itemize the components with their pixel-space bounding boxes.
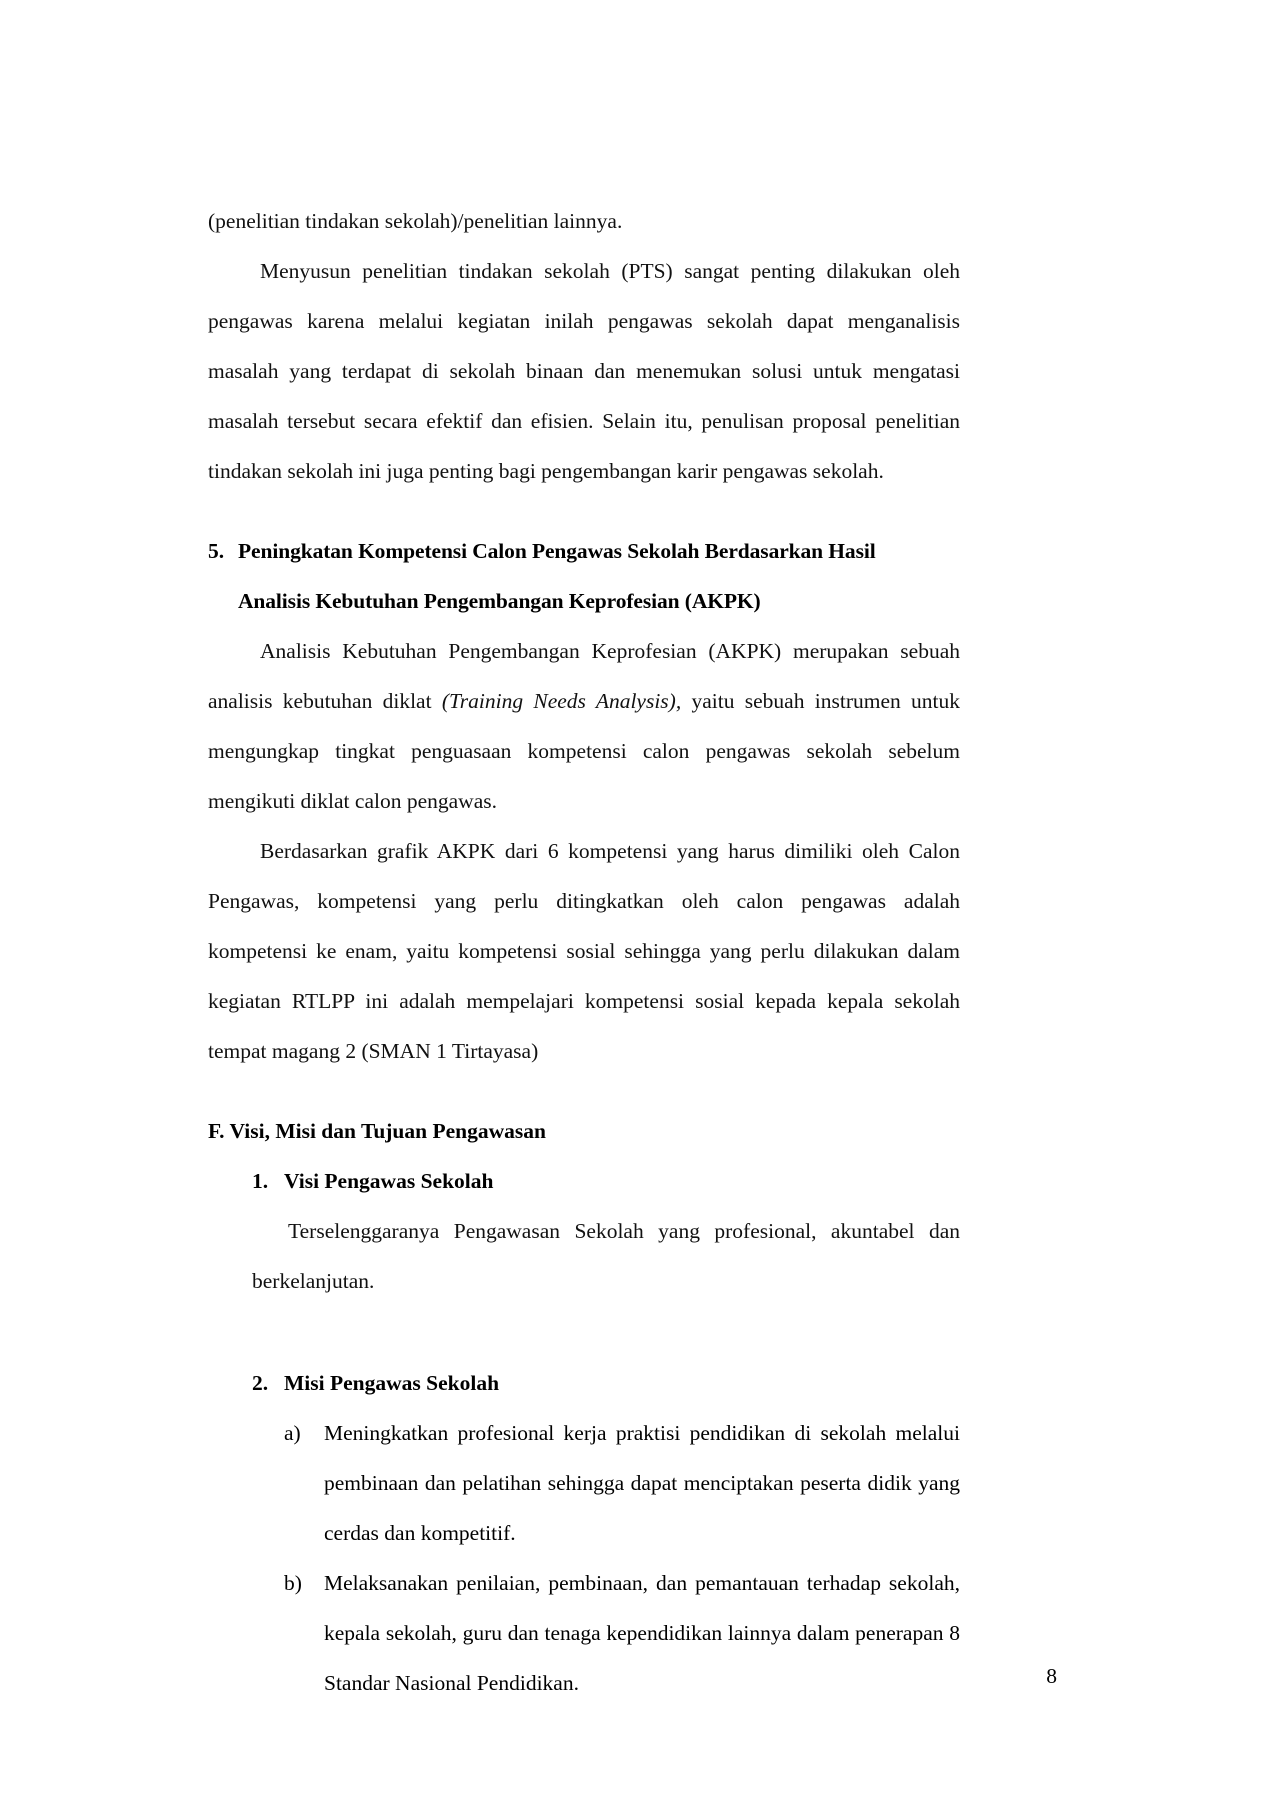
visi-body xyxy=(252,1206,960,1306)
list-item-text: Melaksanakan penilaian, pembinaan, dan pemantauan terhadap sekolah, kepala sekolah, guru dan tenaga kependidikan lainnya dalam penerapan 8 Standar Nasional Pendidikan. xyxy=(324,1571,960,1695)
akpk-paragraph-italic: (Training Needs Analysis), xyxy=(441,689,682,713)
heading-misi xyxy=(252,1358,960,1408)
carryover-line: (penelitian tindakan sekolah)/penelitian lainnya. xyxy=(208,209,623,233)
list-item xyxy=(284,1408,960,1558)
heading-visi xyxy=(252,1156,960,1206)
heading-section-f: F. Visi, Misi dan Tujuan Pengawasan xyxy=(208,1119,546,1143)
heading-section-5 xyxy=(208,526,960,626)
akpk-paragraph-part-1: Analisis Kebutuhan Pengembangan Keprofesian (AKPK) merupakan sebuah analisis kebutuhan diklat xyxy=(208,639,960,713)
spacer xyxy=(208,496,960,526)
pts-paragraph: Menyusun penelitian tindakan sekolah (PTS) sangat penting dilakukan oleh pengawas karena melalui kegiatan inilah pengawas sekolah dapat menganalisis masalah yang terdapat di sekolah binaan dan menemukan solusi untuk mengatasi masalah tersebut secara efektif dan efisien. Selain itu, penulisan proposal penelitian tindakan sekolah ini juga penting bagi pengembangan karir pengawas sekolah. xyxy=(208,259,960,483)
akpk-paragraph-part-2: yaitu sebuah instrumen untuk mengungkap tingkat penguasaan kompetensi calon pengawas sekolah sebelum mengikuti diklat calon pengawas. xyxy=(208,689,960,813)
grafik-paragraph: Berdasarkan grafik AKPK dari 6 kompetensi yang harus dimiliki oleh Calon Pengawas, kompetensi yang perlu ditingkatkan oleh calon pengawas adalah kompetensi ke enam, yaitu kompetensi sosial sehingga yang perlu dilakukan dalam kegiatan RTLPP ini adalah mempelajari kompetensi sosial kepada kepala sekolah tempat magang 2 (SMAN 1 Tirtayasa) xyxy=(208,839,960,1063)
heading-misi-marker: 2. xyxy=(252,1371,269,1395)
heading-section-5-line-2: Analisis Kebutuhan Pengembangan Keprofesian (AKPK) xyxy=(238,589,761,613)
list-item-marker: b) xyxy=(284,1571,302,1595)
heading-section-5-text xyxy=(238,526,960,626)
page-number: 8 xyxy=(1046,1664,1057,1688)
list-item-marker: a) xyxy=(284,1421,301,1445)
spacer xyxy=(208,1306,960,1358)
heading-visi-marker: 1. xyxy=(252,1169,269,1193)
heading-section-5-marker: 5. xyxy=(208,539,225,563)
spacer xyxy=(208,1076,960,1106)
heading-misi-text: Misi Pengawas Sekolah xyxy=(284,1371,500,1395)
heading-visi-text: Visi Pengawas Sekolah xyxy=(284,1169,494,1193)
list-item xyxy=(284,1558,960,1708)
akpk-paragraph xyxy=(208,626,960,826)
page-content xyxy=(208,196,960,1708)
heading-section-5-line-1: Peningkatan Kompetensi Calon Pengawas Sekolah Berdasarkan Hasil xyxy=(238,539,876,563)
visi-paragraph: Terselenggaranya Pengawasan Sekolah yang profesional, akuntabel dan berkelanjutan. xyxy=(252,1219,960,1293)
list-item-text: Meningkatkan profesional kerja praktisi pendidikan di sekolah melalui pembinaan dan pelatihan sehingga dapat menciptakan peserta didik yang cerdas dan kompetitif. xyxy=(324,1421,960,1545)
